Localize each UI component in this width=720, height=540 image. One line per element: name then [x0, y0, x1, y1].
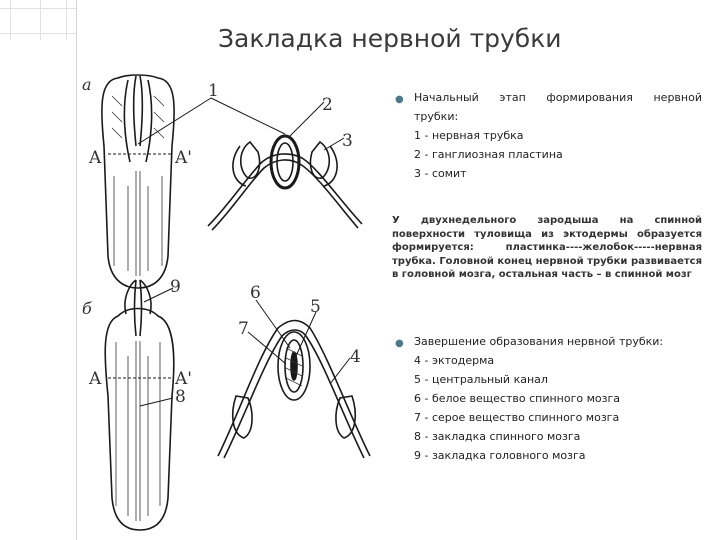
number-label-5: 5 — [310, 297, 321, 317]
list-item: 2 - ганглиозная пластина — [414, 148, 563, 161]
bullet-icon: ● — [395, 94, 404, 105]
number-label-4: 4 — [350, 347, 361, 367]
list-item: 7 - серое вещество спинного мозга — [414, 411, 620, 424]
number-label-7: 7 — [238, 319, 249, 339]
number-label-6: 6 — [250, 283, 261, 303]
frame-line — [0, 33, 76, 34]
lead-word: формирования — [546, 91, 633, 104]
bullet-item — [392, 88, 702, 126]
frame-line — [10, 0, 11, 40]
stage-one-list — [392, 88, 702, 183]
frame-line — [66, 0, 67, 40]
section-a-outline — [208, 136, 362, 230]
bullet-icon: ● — [395, 338, 404, 349]
panel-b-label: б — [82, 299, 92, 318]
lead-word: нервной — [653, 91, 702, 104]
lead-word: Начальный — [414, 91, 479, 104]
bullet-lead: Завершение образования нервной трубки: — [414, 335, 664, 348]
number-label-2: 2 — [322, 95, 333, 115]
section-b-outline — [218, 321, 370, 459]
number-label-1: 1 — [208, 81, 219, 101]
list-item: 3 - сомит — [414, 167, 467, 180]
list-item: 1 - нервная трубка — [414, 129, 524, 142]
frame-line — [40, 0, 41, 40]
marker-a-right: A' — [175, 148, 192, 168]
bullet-lead-line — [414, 88, 702, 107]
panel-a-label: а — [82, 75, 92, 94]
number-label-3: 3 — [342, 131, 353, 151]
frame-line — [76, 0, 77, 540]
marker-a-left: A — [89, 148, 102, 168]
bullet-lead-tail: трубки: — [414, 110, 459, 123]
marker-b-left: A — [89, 369, 102, 389]
bullet-item — [392, 332, 702, 351]
description-paragraph: У двухнедельного зародыша на спинной поверхности туловища из эктодермы образуется формируется: пластинка----желобок-----нервная трубка. Головной конец нервной трубки развивается в головной мозга, остальная часть – в спинной мозг — [392, 215, 702, 280]
stage-two-list — [392, 332, 702, 465]
list-item: 4 - эктодерма — [414, 354, 495, 367]
embryo-figure — [78, 66, 396, 536]
number-label-9: 9 — [170, 277, 181, 297]
number-label-8: 8 — [175, 387, 186, 407]
list-item: 6 - белое вещество спинного мозга — [414, 392, 620, 405]
embryo-a-outline — [102, 75, 174, 288]
slide-title: Закладка нервной трубки — [218, 24, 562, 53]
list-item: 5 - центральный канал — [414, 373, 548, 386]
embryo-a-shading — [112, 96, 164, 276]
embryo-b-shading — [116, 341, 160, 521]
list-item: 9 - закладка головного мозга — [414, 449, 586, 462]
marker-b-right: A' — [175, 369, 192, 389]
lead-word: этап — [499, 91, 526, 104]
list-item: 8 - закладка спинного мозга — [414, 430, 581, 443]
frame-line — [0, 8, 76, 9]
embryo-diagram — [78, 66, 396, 536]
embryo-b-outline — [105, 280, 174, 530]
